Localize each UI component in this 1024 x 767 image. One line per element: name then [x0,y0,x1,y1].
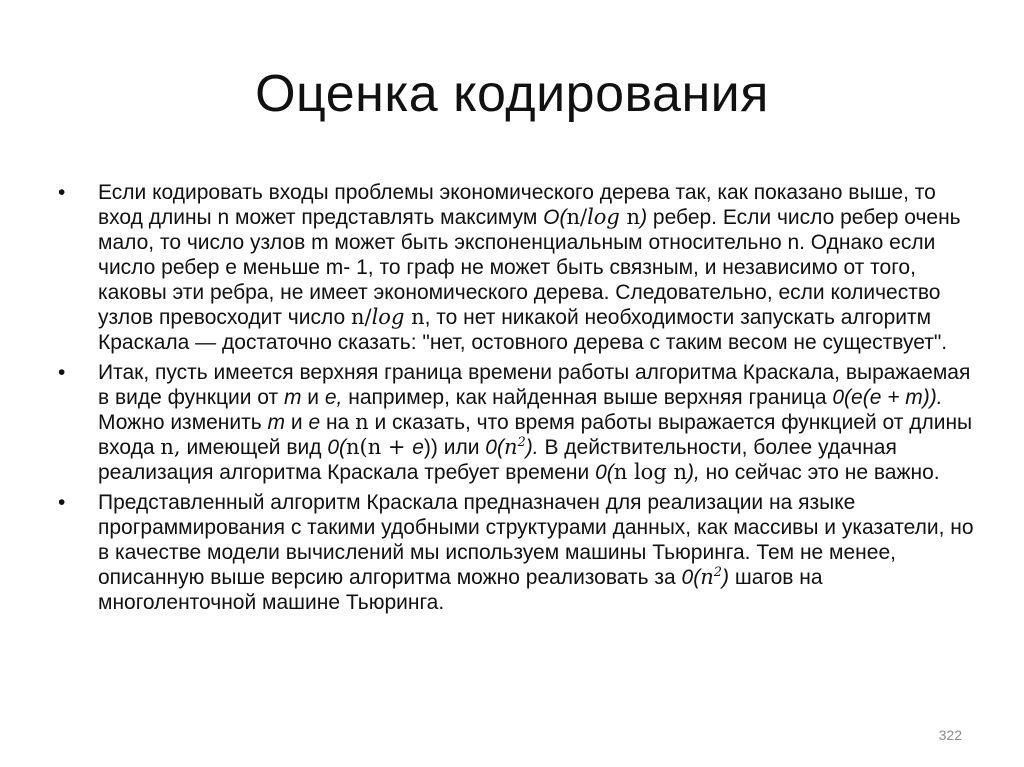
bullet-list [58,180,978,620]
text-run: , то нет никакой необходимости запускать алгоритм Краскала — достаточно сказать: "нет, остовного дерева с таким весом не существует". [98,306,948,354]
text-run: Итак, пусть имеется верхняя граница времени работы алгоритма Краскала, выражаемая в виде функции от [98,361,971,409]
math-text: ) [722,566,730,589]
math-text: n log n [613,460,687,484]
text-run: или [437,436,486,459]
page-number: 322 [938,727,962,743]
exponent: 2 [713,565,723,580]
math-text: ). [525,436,539,459]
math-text: m [283,386,302,409]
text-run: Если кодировать входы проблемы экономического дерева так, как показано выше, то вход длины n может представлять максимум [98,181,936,229]
math-text: n [700,565,714,589]
bullet-item-3 [58,490,978,615]
bullet-icon: • [58,181,66,204]
math-text: log [371,305,405,329]
math-text: n [503,435,518,459]
text-run: но сейчас это не важно. [699,461,940,484]
math-text: е [308,411,321,434]
exponent: 2 [517,435,526,450]
text-run: на [320,411,356,434]
math-text: е, [324,386,343,409]
math-text: n [355,410,369,434]
text-run: например, как найденная выше верхняя граница [342,386,833,409]
text-run: В действительности, более удачная реализация алгоритма Краскала требует времени [98,436,897,484]
math-text: n [404,305,425,329]
text-run: )) [423,436,438,459]
math-text: ), [686,461,700,484]
text-run: ребер. Если число ребер очень мало, то число узлов m может быть экспоненциальным относительно n. Однако если число ребер e меньше m- 1, то граф не может быть связным, и независимо от того, каковы эти ребра, не имеет экономического дерева. Следовательно, если количество узлов превосходит число [98,206,961,329]
text-run: Представленный алгоритм Краскала предназначен для реализации на языке программирования с такими удобными структурами данных, как массивы и указатели, но в качестве модели вычислений мы используем машины Тьюринга. Тем не менее, описанную выше версию алгоритма можно реализовать за [98,491,974,589]
math-text: 0(е(е + m)). [832,386,943,409]
math-text: m [267,411,286,434]
math-text: е [412,436,424,459]
bullet-item-1 [58,180,978,355]
math-text: 0( [485,436,504,459]
math-text: log [587,205,620,229]
math-text: 0( [595,461,614,484]
text-run: и [285,411,309,434]
text-run: Можно изменить [98,411,268,434]
bullet-icon: • [58,491,66,514]
text-run: и сказать, что время работы выражается функцией от длины входа [98,411,973,459]
text-run: имеющей вид [180,436,328,459]
math-text: n/ [566,205,588,229]
text-run: и [301,386,325,409]
text-run: шагов на многоленточной машине Тьюринга. [98,566,823,614]
math-text: n/ [350,305,372,329]
bullet-item-2 [58,360,978,485]
math-text: ) [640,206,648,229]
slide-title: Оценка кодирования [255,65,769,123]
math-text: n(n + [346,435,413,459]
bullet-icon: • [58,361,66,384]
math-text: O( [543,206,567,229]
math-text: 0( [327,436,346,459]
math-text: 0( [681,566,701,589]
math-text: n [619,205,641,229]
math-text: n, [160,435,181,459]
